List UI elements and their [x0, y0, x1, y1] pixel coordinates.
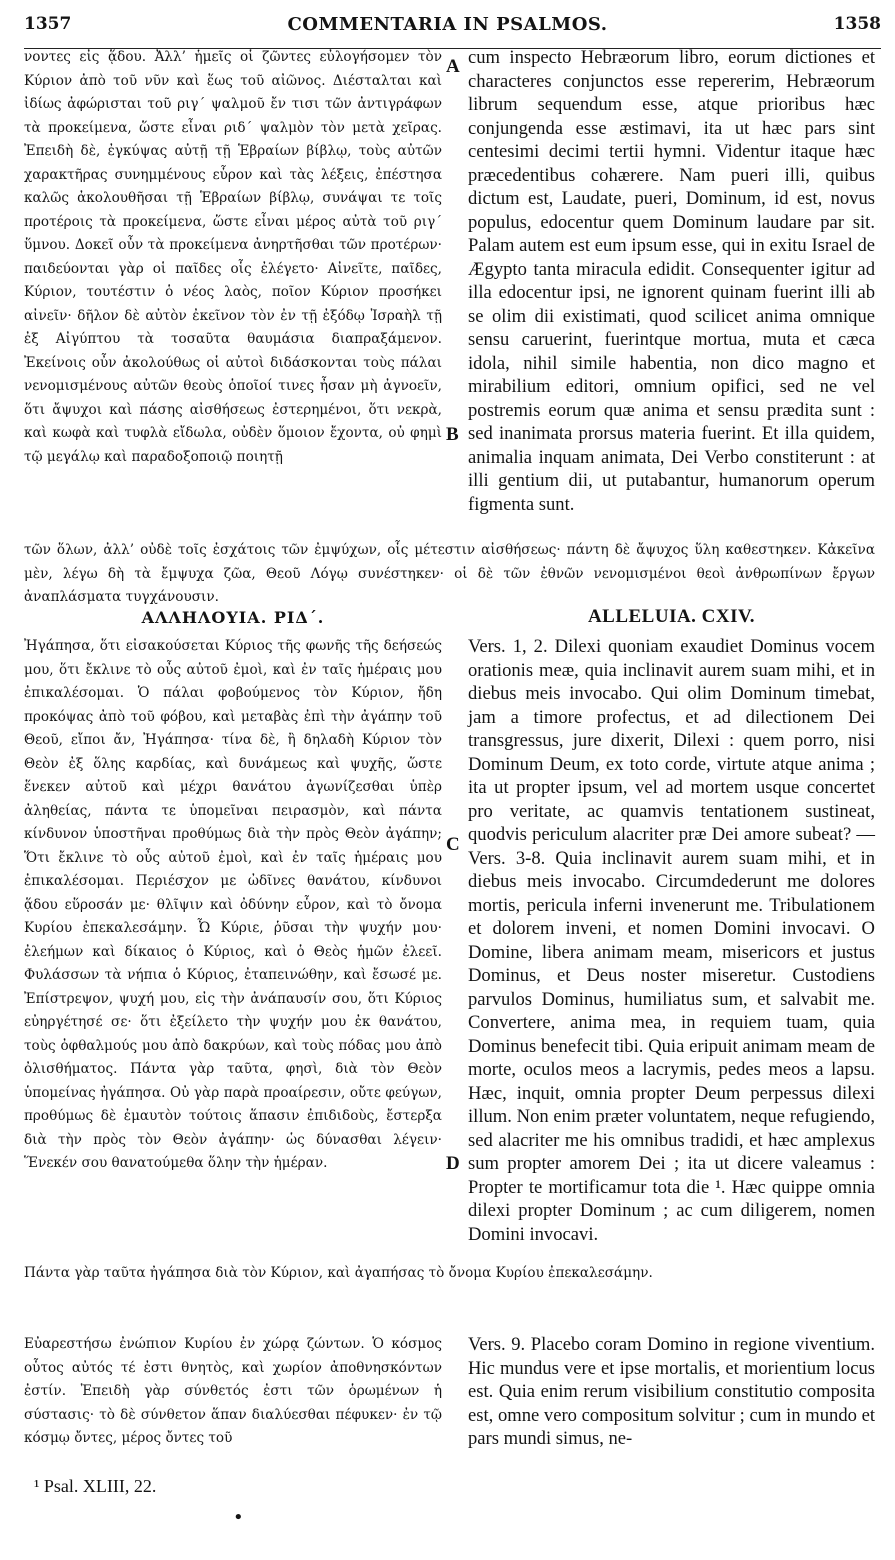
margin-marker-c: C: [446, 834, 460, 855]
greek-column-top: [24, 46, 442, 469]
page-header: [0, 14, 895, 40]
page-number-right: 1358: [833, 14, 881, 34]
latin-paragraph: Vers. 9. Placebo coram Domino in regione viventium. Hic mundus vere et ipse mortalis, et morientium locus est. Quia enim rerum visibilium constitutio composita est, omne vero compositum solvitur ; cum in mundo et pars mundi simus, ne-: [468, 1334, 875, 1449]
latin-paragraph: cum inspecto Hebræorum libro, eorum dictiones et characteres conjunctos esse repererim, Hebræorum librum sequendum esse, atque prioribus hæc conjungenda esse æstimavi, ita ut hæc pars sint centesimi decimi tertii hymni. Videntur itaque hæc præcedentibus cohærere. Nam pueri illi, quibus dictum est, Laudate, pueri, Dominum, id est, novus populus, edocentur quem Dominum laudare par sit. Palam autem est eum ipsum esse, qui in exitu Israel de Ægypto tanta miracula edidit. Consequenter igitur ad illa edocentur ipsi, ne ignorent quinam fuerint illi ab se olim dii existimati, quod scilicet anima omnique sensu caruerint, fuerintque mortua, muta et cæca idola, nihil simile habentia, non dico magno et mirabilium editori, omnium opifici, sed ne vel postremis eorum quæ anima et sensu prædita sunt : sed inanimata prorsus materia fuerint. Et illa quidem, animalia inquam animata, Dei Verbo constiterunt : at illi gentium dii, ut putabantur, humanorum operum figmenta sunt.: [468, 47, 875, 515]
footnote: ¹ Psal. XLIII, 22.: [34, 1476, 157, 1496]
greek-column-middle: [24, 635, 442, 1176]
latin-paragraph: Vers. 1, 2. Dilexi quoniam exaudiet Dominus vocem orationis meæ, quia inclinavit aurem suam mihi, et in diebus meis invocabo. Qui olim Dominum timebat, jam a timore profectus, et ad dilectionem Dei transgressus, jure dixerit, Dilexi : quem porro, nisi Dominum Deum, ex toto corde, virtute atque anima ; ita ut propter ipsum, vel ad mortem usque concertet pro veritate, ac quamvis tentationem sustineat, quodvis periculum alacriter præ Dei amore subeat? — Vers. 3-8. Quia inclinavit aurem suam mihi, et in diebus meis invocabo. Circumdederunt me dolores mortis, pericula inferni invenerunt me. Tribulationem et dolorem inveni, et nomen Domini invocavi. O Domine, libera animam meam, misericors et justus Dominus, et Deus noster miseretur. Custodiens parvulos Dominus, humiliatus sum, et salvabit me. Convertere, anima mea, in requiem tuam, quia Dominus benefecit tibi. Quia eripuit animam meam de morte, oculos meos a lacrymis, pedes meos a lapsu. Hæc, inquit, omnia propter Deum perpessus dilexi illum. Non enim præter voluntatem, neque refugiendo, sed alacriter me his omnibus tradidi, et hæc amplexus sum propter amorem Dei ; ita ut dicere valeamus : Propter te mortificamur tota die ¹. Hæc quippe omnia dilexi propter Dominum ; ac cum diligerem, nomen Domini invocavi.: [468, 636, 875, 1245]
margin-marker-a: A: [446, 56, 460, 77]
margin-marker-b: B: [446, 424, 459, 445]
greek-paragraph: Ἠγάπησα, ὅτι εἰσακούσεται Κύριος τῆς φωνῆς τῆς δεήσεώς μου, ὅτι ἔκλινε τὸ οὖς αὐτοῦ ἐμοὶ, καὶ ἐν ταῖς ἡμέραις μου ἐπικαλέσομαι. Ὁ πάλαι φοβούμενος τὸν Κύριον, ἤδη προκόψας ἀπὸ τοῦ φόβου, καὶ μεταβὰς ἐπὶ τὴν ἀγάπην τοῦ Θεοῦ, εἴποι ἄν, Ἠγάπησα· τίνα δὲ, ἢ δηλαδὴ Κύριον τὸν Θεὸν ἐξ ὅλης καρδίας, καὶ δυνάμεως καὶ ψυχῆς, ὥστε ἕνεκεν αὐτοῦ καὶ μέχρι θανάτου ἀγωνίζεσθαι ὑπὲρ ἀληθείας, πάντα τε ὑπομεῖναι πειρασμὸν, καὶ πάντα κίνδυνον ὑποστῆναι προθύμως διὰ τὴν πρὸς Θεὸν ἀγάπην; Ὅτι ἔκλινε τὸ οὖς αὐτοῦ ἐμοὶ, καὶ ἐν ταῖς ἡμέραις μου ἐπικαλέσομαι. Περιέσχον με ὠδῖνες θανάτου, κίνδυνοι ᾅδου εὕροσάν με· θλῖψιν καὶ ὀδύνην εὗρον, καὶ τὸ ὄνομα Κυρίου ἐπεκαλεσάμην. Ὦ Κύριε, ῥῦσαι τὴν ψυχήν μου· ἐλεήμων καὶ δίκαιος ὁ Κύριος, καὶ ὁ Θεὸς ἡμῶν ἐλεεῖ. Φυλάσσων τὰ νήπια ὁ Κύριος, ἐταπεινώθην, καὶ ἔσωσέ με. Ἐπίστρεψον, ψυχή μου, εἰς τὴν ἀνάπαυσίν σου, ὅτι Κύριος εὐηργέτησέ σε· ὅτι ἐξείλετο τὴν ψυχήν μου ἐκ θανάτου, τοὺς ὀφθαλμούς μου ἀπὸ δακρύων, καὶ τοὺς πόδας μου ἀπὸ ὀλισθήματος. Πάντα γὰρ ταῦτα, φησὶ, διὰ τὸν Θεὸν ὑπομείνας ἠγάπησα. Οὐ γὰρ παρὰ προαίρεσιν, οὔτε φεύγων, προθύμως δὲ ἐμαυτὸν τούτοις ἅπασιν ἐπιδιδοὺς, ἔστερξα διὰ τὴν πρὸς τὸν Θεὸν ἀγάπην· ὡς δύνασθαι λέγειν· Ἕνεκέν σου θανατούμεθα ὅλην τὴν ἡμέραν.: [24, 638, 442, 1171]
page-mark-dot: •: [233, 1507, 244, 1528]
latin-column-bottom: [468, 1333, 875, 1451]
greek-spanning-text: [24, 539, 875, 610]
section-heading-latin: ALLELUIA. CXIV.: [587, 606, 756, 627]
latin-column-top: [468, 46, 875, 516]
greek-spanning-text-2: [24, 1262, 875, 1286]
margin-marker-d: D: [446, 1153, 460, 1174]
greek-paragraph: Εὐαρεστήσω ἐνώπιον Κυρίου ἐν χώρᾳ ζώντων. Ὁ κόσμος οὗτος αὐτός τέ ἐστι θνητὸς, καὶ χωρίον ἀποθνησκόντων ἐστίν. Ἐπειδὴ γὰρ σύνθετός ἐστι τῶν ὁρωμένων ἡ σύστασις· τὸ δὲ σύνθετον ἅπαν διαλύεσθαι πέφυκεν· ἐν τῷ κόσμῳ ὄντες, μέρος ὄντες τοῦ: [24, 1336, 442, 1446]
greek-column-bottom: [24, 1333, 442, 1451]
greek-spanning-paragraph: τῶν ὅλων, ἀλλ’ οὐδὲ τοῖς ἐσχάτοις τῶν ἐμψύχων, οἷς μέτεστιν αἰσθήσεως· πάντη δὲ ἄψυχος ὕλη καθεστηκεν. Κἀκεῖνα μὲν, λέγω δὴ τὰ ἔμψυχα ζῶα, Θεοῦ Λόγῳ συνέστηκεν· οἱ δὲ τῶν ἐθνῶν νενομισμένοι θεοὶ ἀνθρωπίνων ἔργων ἀναπλάσματα τυγχάνουσιν.: [24, 542, 875, 605]
running-title: COMMENTARIA IN PSALMOS.: [287, 14, 608, 35]
section-heading-greek: ΑΛΛΗΛΟΥΙΑ. ΡΙΔ´.: [141, 608, 325, 627]
latin-column-middle: [468, 635, 875, 1246]
greek-paragraph: νοντες εἰς ᾅδου. Ἀλλ’ ἡμεῖς οἱ ζῶντες εὐλογήσομεν τὸν Κύριον ἀπὸ τοῦ νῦν καὶ ἕως τοῦ αἰῶνος. Διέσταλται καὶ ἰδίως ἀφώρισται τοῦ ριγ´ ψαλμοῦ ἔν τισι τῶν ἀντιγράφων τὰ προκείμενα, ὥστε εἶναι ριδ´ ψαλμὸν τὸν μετὰ χεῖρας. Ἐπειδὴ δὲ, ἐγκύψας αὐτῇ τῇ Ἑβραίων βίβλῳ, τοὺς αὐτῶν χαρακτῆρας συνημμένους εὗρον καὶ τὰς λέξεις, ἐπέστησα καλῶς ἀκολουθῆσαι τῇ Ἑβραίων βίβλῳ, συνάψαι τε τοῖς προτέροις τὰ προκείμενα, ὥστε εἶναι μέρος αὐτὰ τοῦ ριγ´ ὕμνου. Δοκεῖ οὖν τὰ προκείμενα ἀνηρτῆσθαι τῶν προτέρων· παιδεύονται γὰρ οἱ παῖδες οἷς ἐλέγετο· Αἰνεῖτε, παῖδες, Κύριον, τουτέστιν ὁ νέος λαὸς, ποῖον Κύριον προσήκει αἰνεῖν· δῆλον δὲ αὐτὸν ἐκεῖνον τὸν ἐν τῇ ἐξόδῳ Ἰσραὴλ τῇ ἐξ Αἰγύπτου τὰ τοσαῦτα θαυμάσια διαπραξάμενον. Ἐκείνοις οὖν ἀκολούθως οἱ αὐτοὶ διδάσκονται τοὺς πάλαι νενομισμένους αὐτῶν θεοὺς ὁποῖοί τινες ἦσαν μὴ ἀγνοεῖν, ὅτι ἄψυχοι καὶ πάσης αἰσθήσεως ἐστερημένοι, ὅτι νεκρὰ, καὶ κωφὰ καὶ τυφλὰ εἴδωλα, οὐδὲν ὅμοιον ἔχοντα, οὐ φημὶ τῷ μεγάλῳ καὶ παραδοξοποιῷ ποιητῇ: [24, 49, 442, 465]
page-number-left: 1357: [24, 14, 72, 34]
greek-spanning-paragraph: Πάντα γὰρ ταῦτα ἠγάπησα διὰ τὸν Κύριον, καὶ ἀγαπήσας τὸ ὄνομα Κυρίου ἐπεκαλεσάμην.: [24, 1265, 653, 1281]
